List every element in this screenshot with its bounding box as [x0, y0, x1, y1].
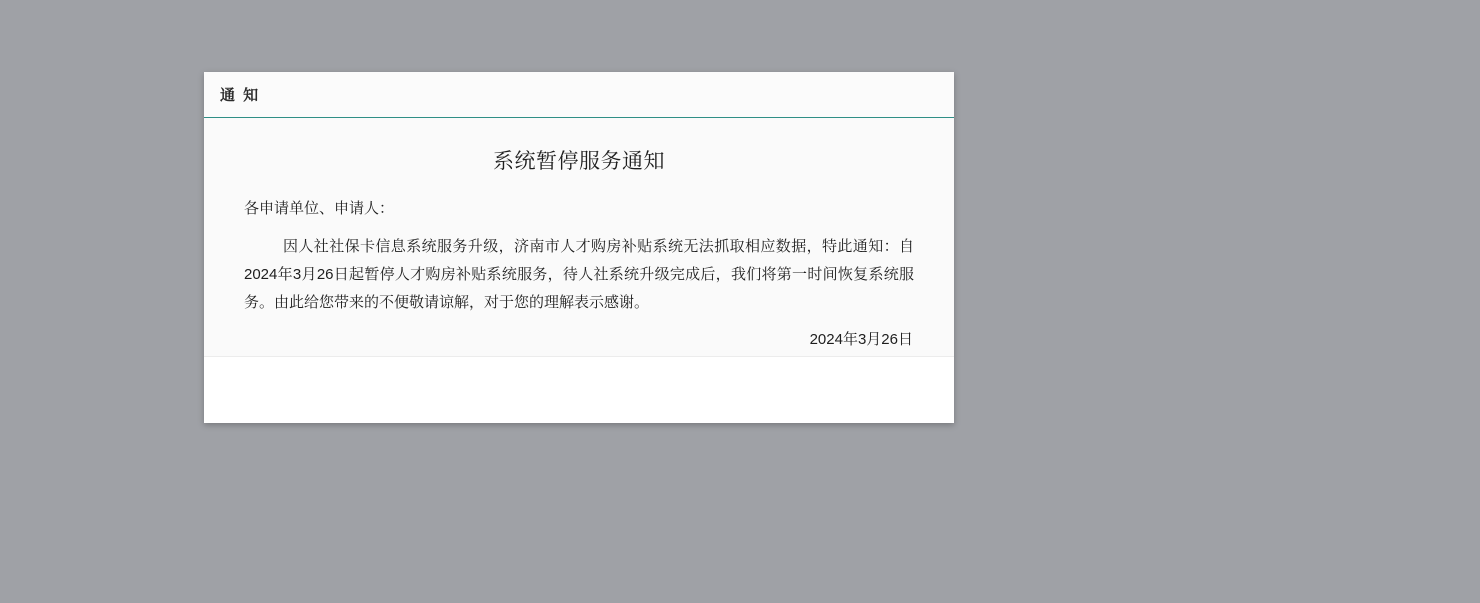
dialog-footer — [204, 357, 954, 423]
notice-date: 2024年3月26日 — [809, 331, 913, 349]
notice-dialog — [204, 72, 954, 423]
notice-heading: 系统暂停服务通知 — [493, 150, 665, 173]
dialog-title: 通 知 — [220, 87, 261, 104]
notice-body-text: 因人社社保卡信息系统服务升级，济南市人才购房补贴系统无法抓取相应数据，特此通知：自2024年3月26日起暂停人才购房补贴系统服务，待人社系统升级完成后，我们将第一时间恢复系统服务。由此给您带来的不便敬请谅解，对于您的理解表示感谢。 — [244, 238, 914, 311]
notice-salutation: 各申请单位、申请人： — [244, 200, 395, 217]
dialog-body — [204, 118, 954, 357]
dialog-header — [204, 72, 954, 118]
